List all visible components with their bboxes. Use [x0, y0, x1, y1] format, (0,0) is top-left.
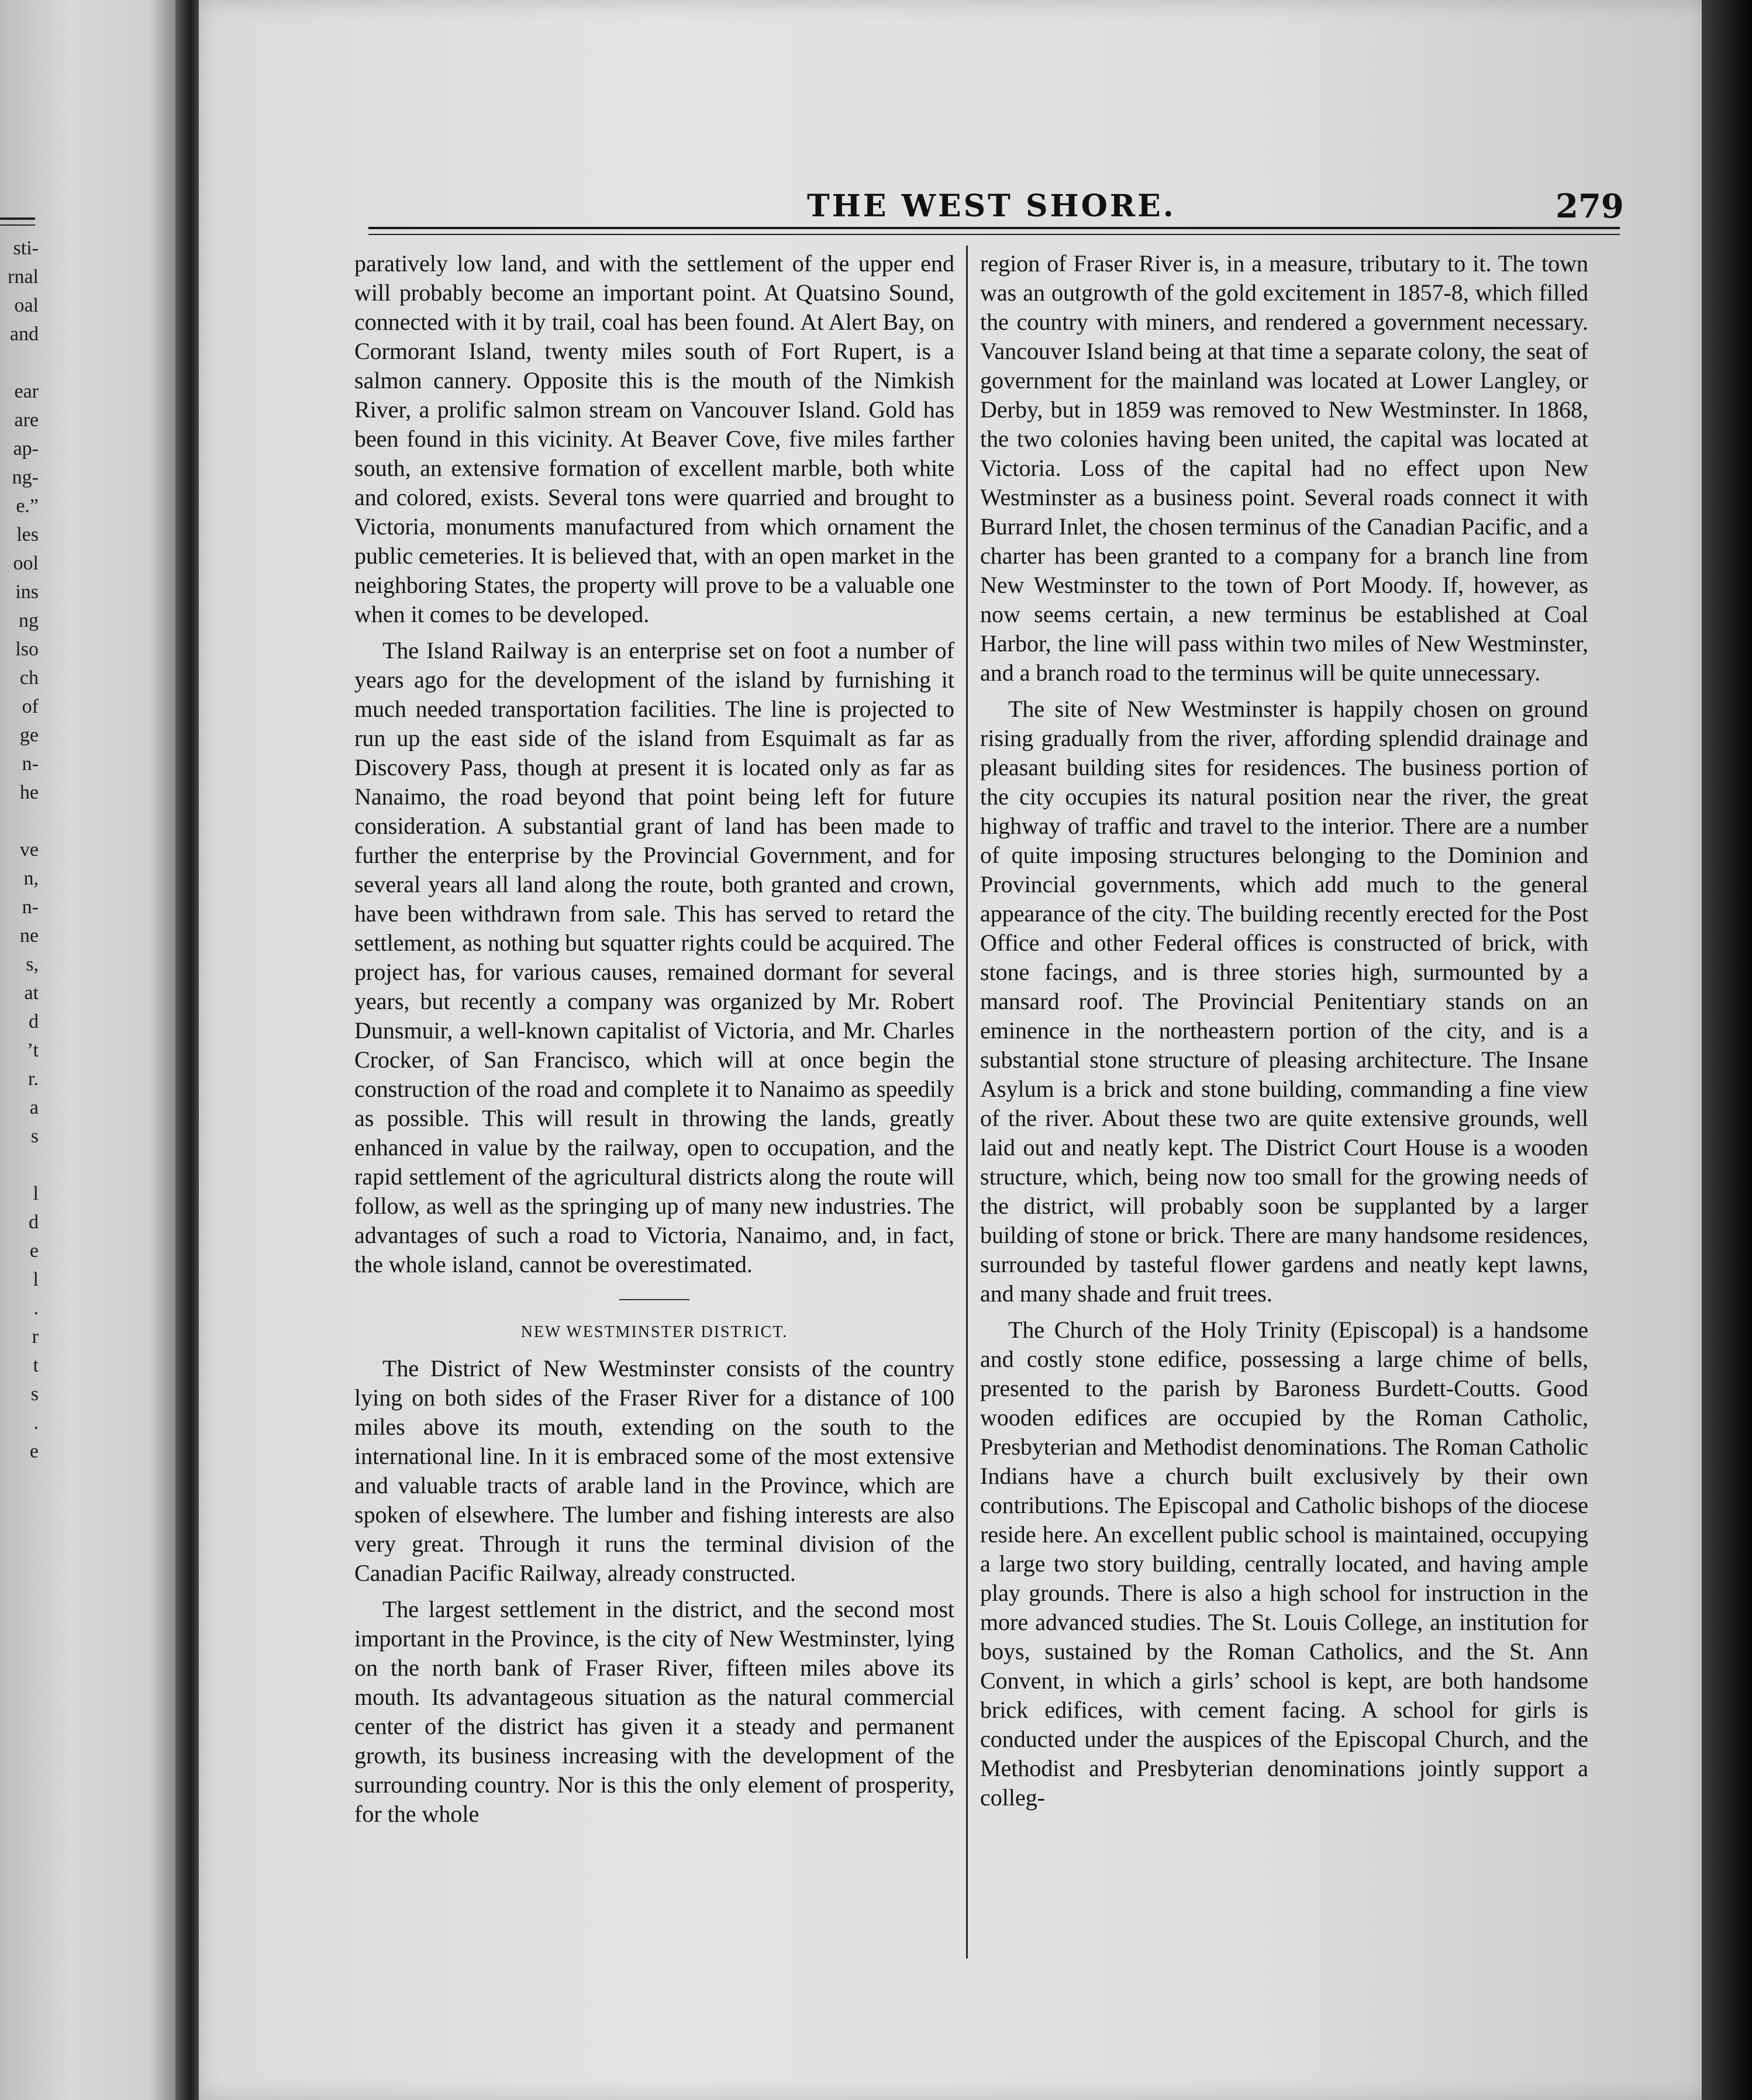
left-page-line-fragment [8, 1151, 39, 1179]
left-page-line-fragment: ool [13, 552, 39, 574]
paragraph: The Church of the Holy Trinity (Episcopal) is a handsome and costly stone edifice, possessing a large chime of bells, presented to the parish by Baroness Burdett-Coutts. Good wooden edifices are occupied by the Roman Catholic, Presbyterian and Methodist denominations. The Roman Catholic Indians have a church built exclusively by their own contributions. The Episcopal and Catholic bishops of the diocese reside here. An excellent public school is maintained, occupying a large two story building, centrally located, and having ample play grounds. There is also a high school for instruction in the more advanced studies. The St. Louis College, an institution for boys, sustained by the Roman Catholics, and the St. Ann Convent, in which a girls’ school is kept, are both handsome brick edifices, with cement facing. A school for girls is conducted under the auspices of the Episcopal Church, and the Methodist and Presbyterian denominations jointly support a colleg- [980, 1317, 1588, 1811]
header-rule-thin [368, 234, 1620, 235]
left-page-line-fragment: ng- [12, 467, 39, 488]
paragraph: paratively low land, and with the settlement of the upper end will probably become an important point. At Quatsino Sound, connected with it by trail, coal has been found. At Alert Bay, on Cormorant Island, twenty miles south of Fort Rupert, is a salmon cannery. Opposite this is the mouth of the Nimkish River, a prolific salmon stream on Vancouver Island. Gold has been found in this vicinity. At Beaver Cove, five miles farther south, an extensive formation of excellent marble, both white and colored, exists. Several tons were quarried and brought to Victoria, monuments manufactured from which ornament the public cemeteries. It is believed that, with an open market in the neighboring States, the property will prove to be a valuable one when it comes to be developed. [354, 250, 954, 627]
paragraph: The largest settlement in the district, and the second most important in the Province, is the city of New Westminster, lying on the north bank of Fraser River, fifteen miles above its mouth. Its advantageous situation as the natural commercial center of the district has given it a steady and permanent growth, its business increasing with the development of the surrounding country. Nor is this the only element of prosperity, for the whole [354, 1596, 954, 1827]
left-page-line-fragment: l [33, 1269, 39, 1290]
left-page-line-fragment: n, [23, 868, 39, 889]
left-page-line-fragment: s [30, 1383, 39, 1405]
left-page-line-fragment: of [22, 696, 39, 717]
left-page-line-fragment: rnal [8, 266, 39, 288]
left-page-line-fragment: les [16, 524, 39, 545]
left-page-header-rule [0, 217, 35, 220]
left-page-line-fragment: n- [22, 896, 39, 918]
left-page-line-fragment: ’t [26, 1039, 39, 1061]
left-page-line-fragment: e [29, 1240, 39, 1262]
left-page-line-fragment: oal [14, 295, 39, 316]
left-page-line-fragment: e [29, 1441, 39, 1462]
left-page-line-fragment: he [19, 782, 39, 803]
left-page-line-fragment: are [14, 409, 39, 431]
left-page-line-fragment: and [9, 323, 39, 345]
left-page-line-fragment: ne [19, 925, 39, 947]
paragraph: The District of New Westminster consists of the country lying on both sides of the Fraser River for a distance of 100 miles above its mouth, extending on the south to the international line. In it is embraced some of the most extensive and valuable tracts of arable land in the Province, which are spoken of elsewhere. The lumber and fishing interests are also very great. Through it runs the terminal division of the Canadian Pacific Railway, already constructed. [354, 1355, 954, 1586]
left-page-line-fragment: r [32, 1326, 39, 1348]
paragraph: The site of New Westminster is happily chosen on ground rising gradually from the river, affording splendid drainage and pleasant building sites for residences. The business portion of the city occupies its natural position near the river, the great highway of traffic and travel to the interior. There are a number of quite imposing structures belonging to the Dominion and Provincial governments, which add much to the general appearance of the city. The building recently erected for the Post Office and other Federal offices is constructed of brick, with stone facings, and is three stories high, surmounted by a mansard roof. The Provincial Penitentiary stands on an eminence in the northeastern portion of the city, and is a substantial stone structure of pleasing architecture. The Insane Asylum is a brick and stone building, commanding a fine view of the river. About these two are quite extensive grounds, well laid out and neatly kept. The District Court House is a wooden structure, which, being now too small for the growing needs of the district, will probably soon be supplanted by a larger building of stone or brick. There are many handsome residences, surrounded by tasteful flower gardens and neatly kept lawns, and many shade and fruit trees. [980, 696, 1588, 1307]
left-page-line-fragment: a [29, 1097, 39, 1118]
paragraph: The Island Railway is an enterprise set on foot a number of years ago for the development of the island by furnishing it much needed transportation facilities. The line is projected to run up the east side of the island from Esquimalt as far as Discovery Pass, though at present it is located only as far as Nanaimo, the road beyond that point being left for future consideration. A substantial grant of land has been made to further the enterprise by the Provincial Government, and for several years all land along the route, both granted and crown, have been withdrawn from sale. This has served to retard the settlement, as nothing but squatter rights could be acquired. The project has, for various causes, remained dormant for several years, but recently a company was organized by Mr. Robert Dunsmuir, a well-known capitalist of Victoria, and Mr. Charles Crocker, of San Francisco, which will at once begin the construction of the road and complete it to Nanaimo as speedily as possible. This will result in throwing the lands, greatly enhanced in value by the railway, open to occupation, and the rapid settlement of the agricultural districts along the route will follow, as well as the springing up of many new industries. The advantages of such a road to Victoria, Nanaimo, and, in fact, the whole island, cannot be overestimated. [354, 637, 954, 1277]
left-page-line-fragment: t [33, 1355, 39, 1376]
left-page-line-fragment: e.” [16, 495, 39, 517]
left-page-line-fragment: ins [15, 581, 39, 603]
left-page-line-fragment: lso [15, 638, 39, 660]
left-page-line-fragment [8, 807, 39, 835]
left-page-line-fragment: l [33, 1183, 39, 1204]
left-page-line-fragment: d [29, 1011, 39, 1032]
paragraph: region of Fraser River is, in a measure, tributary to it. The town was an outgrowth of the gold excitement in 1857-8, which filled the country with miners, and rendered a government necessary. Vancouver Island being at that time a separate colony, the seat of government for the mainland was located at Lower Langley, or Derby, but in 1859 was removed to New Westminster. In 1868, the two colonies having been united, the capital was located at Victoria. Loss of the capital had no effect upon New Westminster as a business point. Several roads connect it with Burrard Inlet, the chosen terminus of the Canadian Pacific, and a charter has been granted to a company for a branch line from New Westminster to the town of Port Moody. If, however, as now seems certain, a new terminus be established at Coal Harbor, the line will pass within two miles of New Westminster, and a branch road to the terminus will be quite unnecessary. [980, 250, 1588, 686]
column-divider [966, 246, 968, 1959]
left-page-line-fragment: s, [26, 954, 39, 975]
running-head-title: THE WEST SHORE. [807, 188, 1176, 224]
left-page-line-fragment: n- [22, 753, 39, 775]
left-page-header-rule-thin [0, 224, 35, 226]
left-page-line-fragment: ear [14, 381, 39, 402]
left-page-line-fragment: ge [19, 724, 39, 746]
left-page-line-fragment: r. [28, 1068, 39, 1090]
left-page-line-fragment [8, 348, 39, 377]
section-divider [619, 1299, 689, 1300]
left-column [354, 249, 954, 1829]
left-page-line-fragment: . [33, 1412, 39, 1434]
page-number: 279 [1556, 187, 1624, 226]
header-rule-thick [368, 227, 1620, 229]
left-page-line-fragment: ap- [13, 438, 39, 460]
left-page-line-fragment: ng [19, 610, 39, 631]
left-page-line-fragment: d [29, 1211, 39, 1233]
left-page-line-fragment: sti- [13, 237, 39, 259]
left-page-line-fragment: . [33, 1297, 39, 1319]
left-page-fragment [0, 0, 175, 2100]
left-page-line-fragment: ve [19, 839, 39, 861]
page-edge-shadow [1702, 0, 1752, 2100]
left-page-line-fragment: s [30, 1125, 39, 1147]
section-heading: NEW WESTMINSTER DISTRICT. [520, 1323, 788, 1341]
left-page-text-fragments [8, 234, 39, 1466]
left-page-line-fragment: ch [19, 667, 39, 689]
right-column [980, 249, 1588, 1812]
left-page-line-fragment: at [24, 982, 39, 1004]
